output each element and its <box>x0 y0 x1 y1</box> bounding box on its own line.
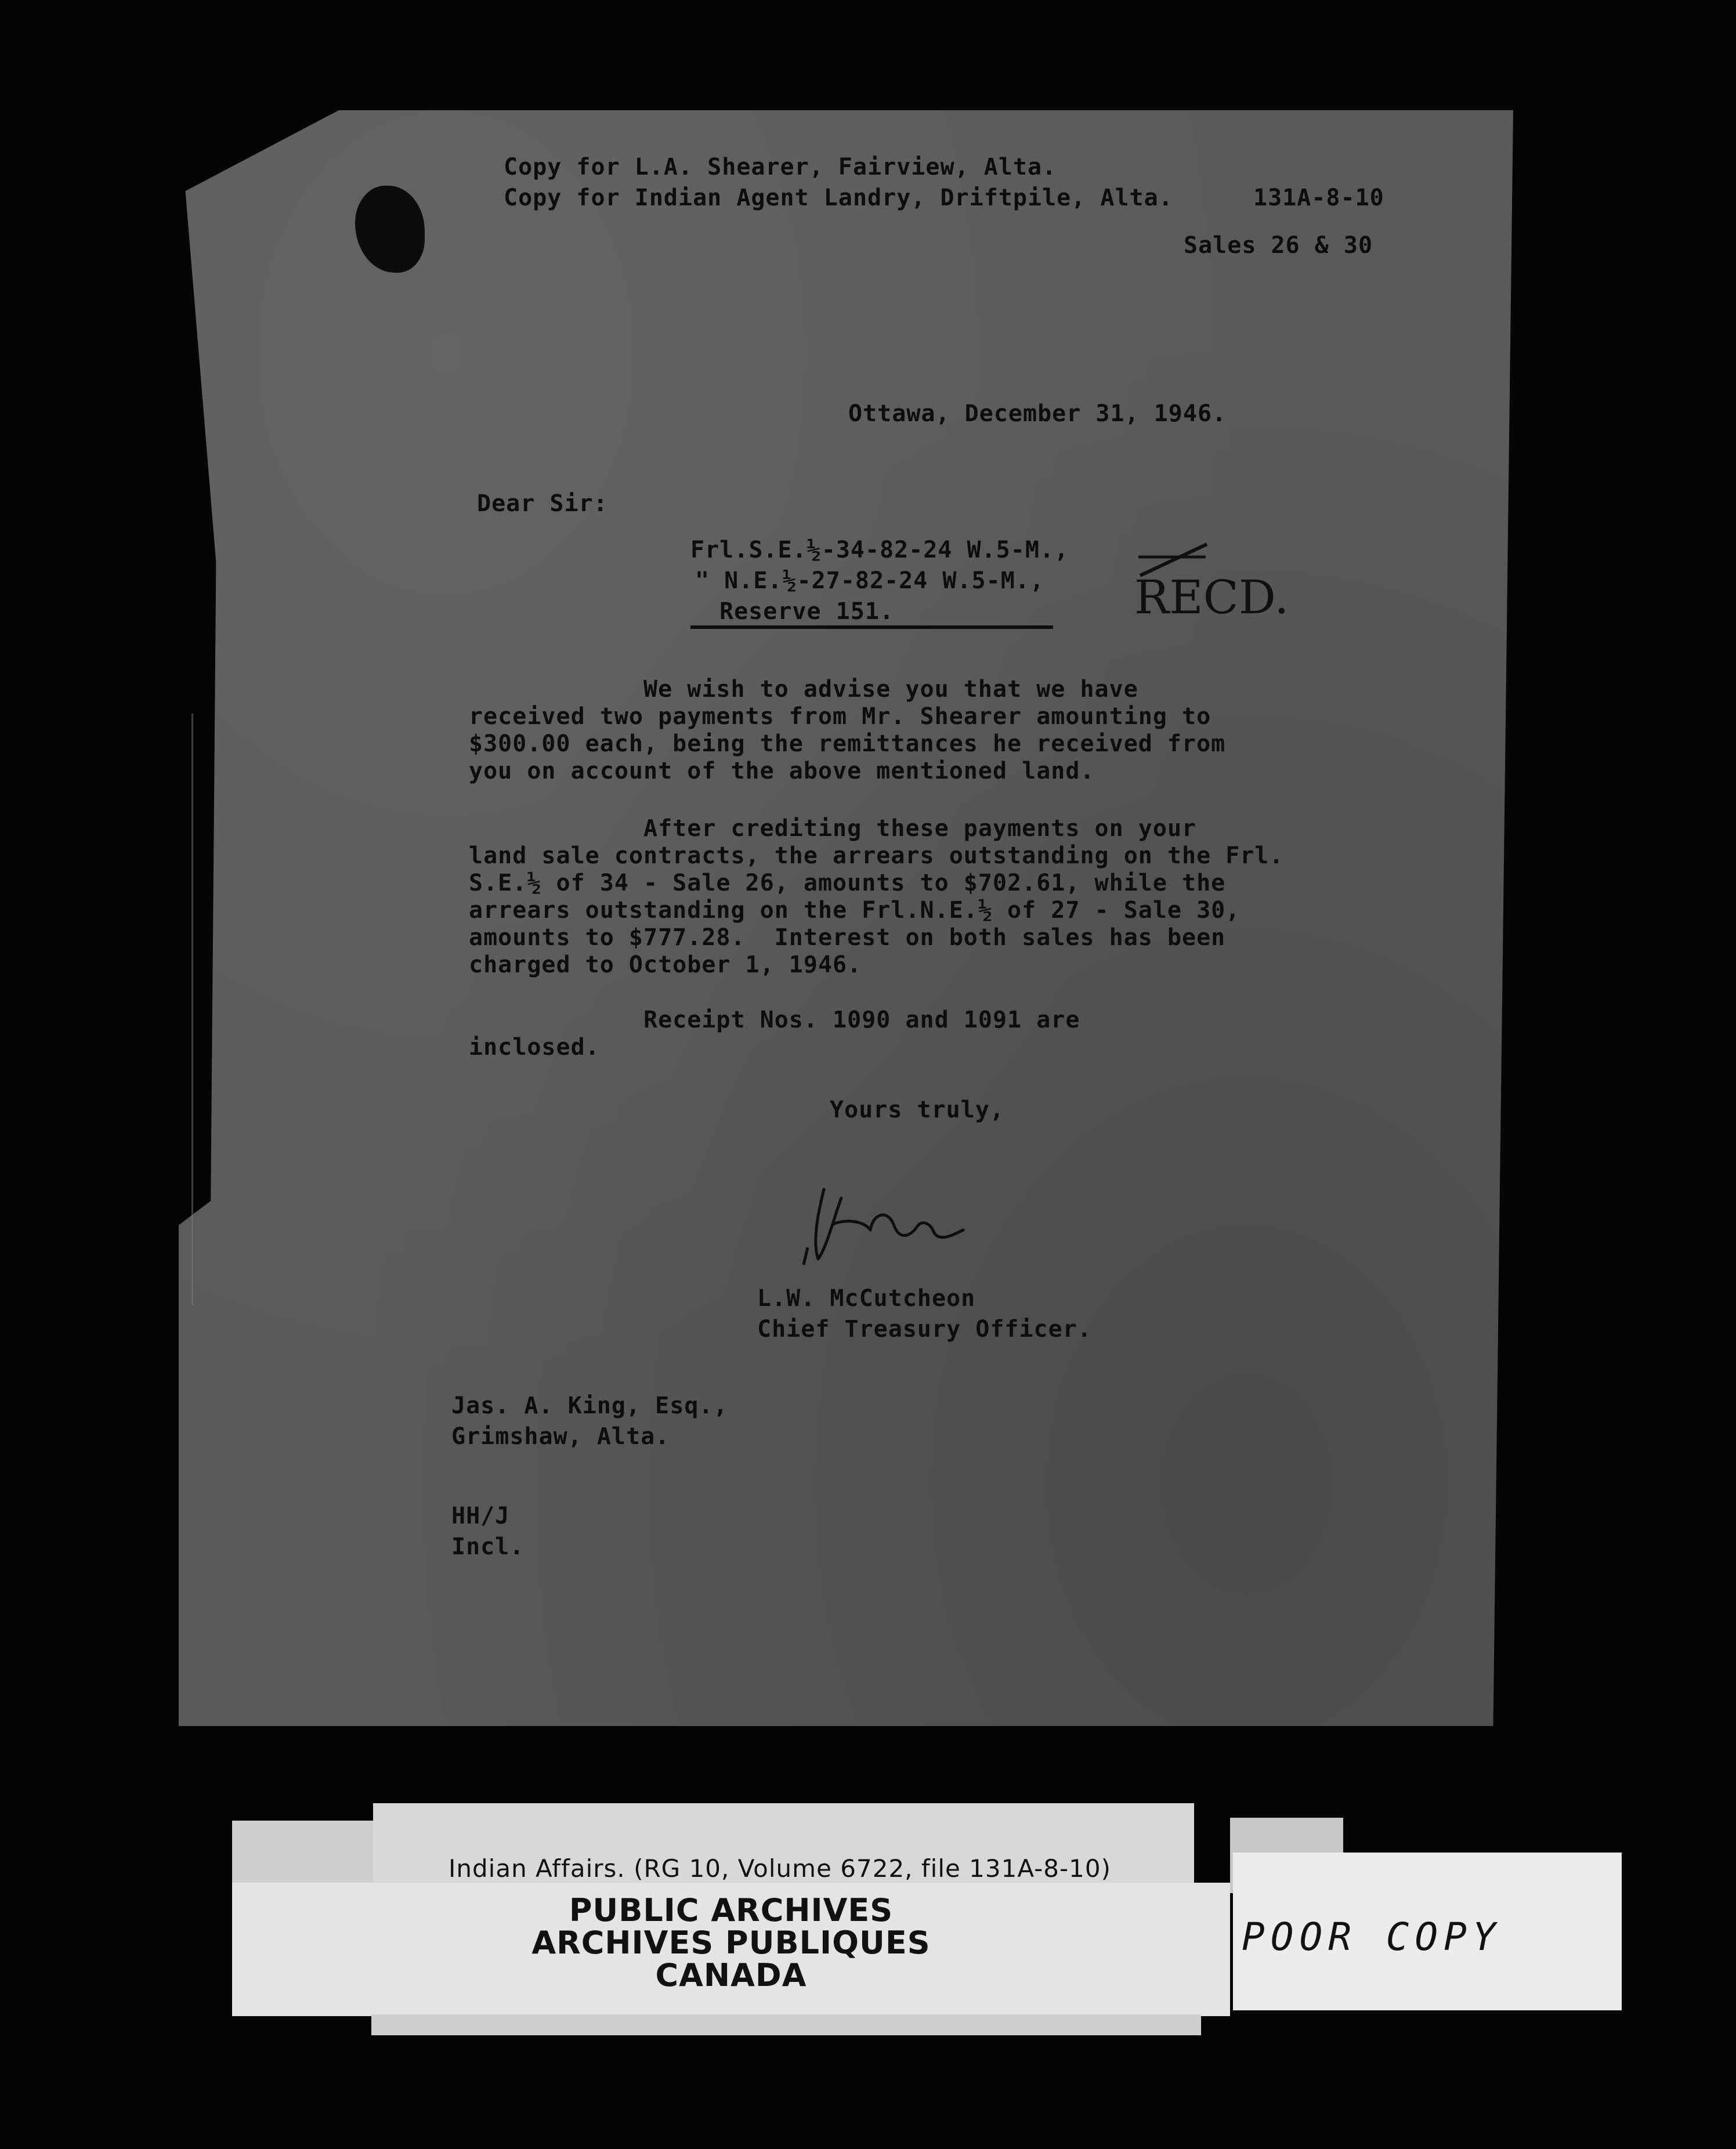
addressee-name: Jas. A. King, Esq., <box>451 1392 728 1419</box>
addressee-location: Grimshaw, Alta. <box>451 1423 670 1450</box>
copy-note-landry: Copy for Indian Agent Landry, Driftpile, Alta. <box>504 184 1173 211</box>
public-archives-label <box>232 1883 1230 2016</box>
signer-name: L.W. McCutcheon <box>757 1285 976 1312</box>
stamp-strikeout <box>1137 540 1210 580</box>
file-number: 131A-8-10 <box>1253 184 1384 211</box>
received-stamp: RECD. <box>1134 570 1289 624</box>
date-line: Ottawa, December 31, 1946. <box>848 400 1227 427</box>
label-tab-left <box>232 1821 377 1884</box>
handwritten-signature <box>801 1178 975 1271</box>
archives-line-english: PUBLIC ARCHIVES <box>569 1892 894 1929</box>
body-paragraph-arrears: After crediting these payments on your land sale contracts, the arrears outstanding on the Frl. S.E.½ of 34 - Sale 26, amounts to $702.61, while the arrears outstanding on the Frl.N.E.½ of 27 - Sale 30, amounts to $777.28. Interest on both sales has been charged to October 1, 1946. <box>469 815 1284 978</box>
salutation: Dear Sir: <box>477 490 608 517</box>
archives-line-french: ARCHIVES PUBLIQUES <box>531 1924 931 1961</box>
signer-title: Chief Treasury Officer. <box>757 1316 1092 1343</box>
body-paragraph-payments: We wish to advise you that we have received two payments from Mr. Shearer amounting to $300.00 each, being the remittances he received from you on account of the above mentioned land. <box>469 676 1226 784</box>
archive-caption-label <box>373 1803 1194 1895</box>
label-bottom-strip <box>371 2014 1201 2035</box>
archive-caption: Indian Affairs. (RG 10, Volume 6722, file 131A-8-10) <box>449 1854 1112 1883</box>
poor-copy-note: POOR COPY <box>1242 1915 1502 1959</box>
subject-line-3: Reserve 151. <box>719 598 894 625</box>
enclosure-note: Incl. <box>451 1533 525 1560</box>
sheet-margin-strip <box>191 714 298 1305</box>
subject-line-1: Frl.S.E.½-34-82-24 W.5-M., <box>690 537 1069 563</box>
typist-initials: HH/J <box>451 1503 510 1529</box>
sales-reference: Sales 26 & 30 <box>1184 232 1373 259</box>
archives-line-country: CANADA <box>655 1957 807 1994</box>
closing: Yours truly, <box>830 1097 1004 1123</box>
copy-note-shearer: Copy for L.A. Shearer, Fairview, Alta. <box>504 154 1057 180</box>
subject-line-2: " N.E.½-27-82-24 W.5-M., <box>695 567 1044 594</box>
subject-underline <box>690 625 1053 629</box>
body-paragraph-receipts: Receipt Nos. 1090 and 1091 are inclosed. <box>469 1007 1080 1061</box>
